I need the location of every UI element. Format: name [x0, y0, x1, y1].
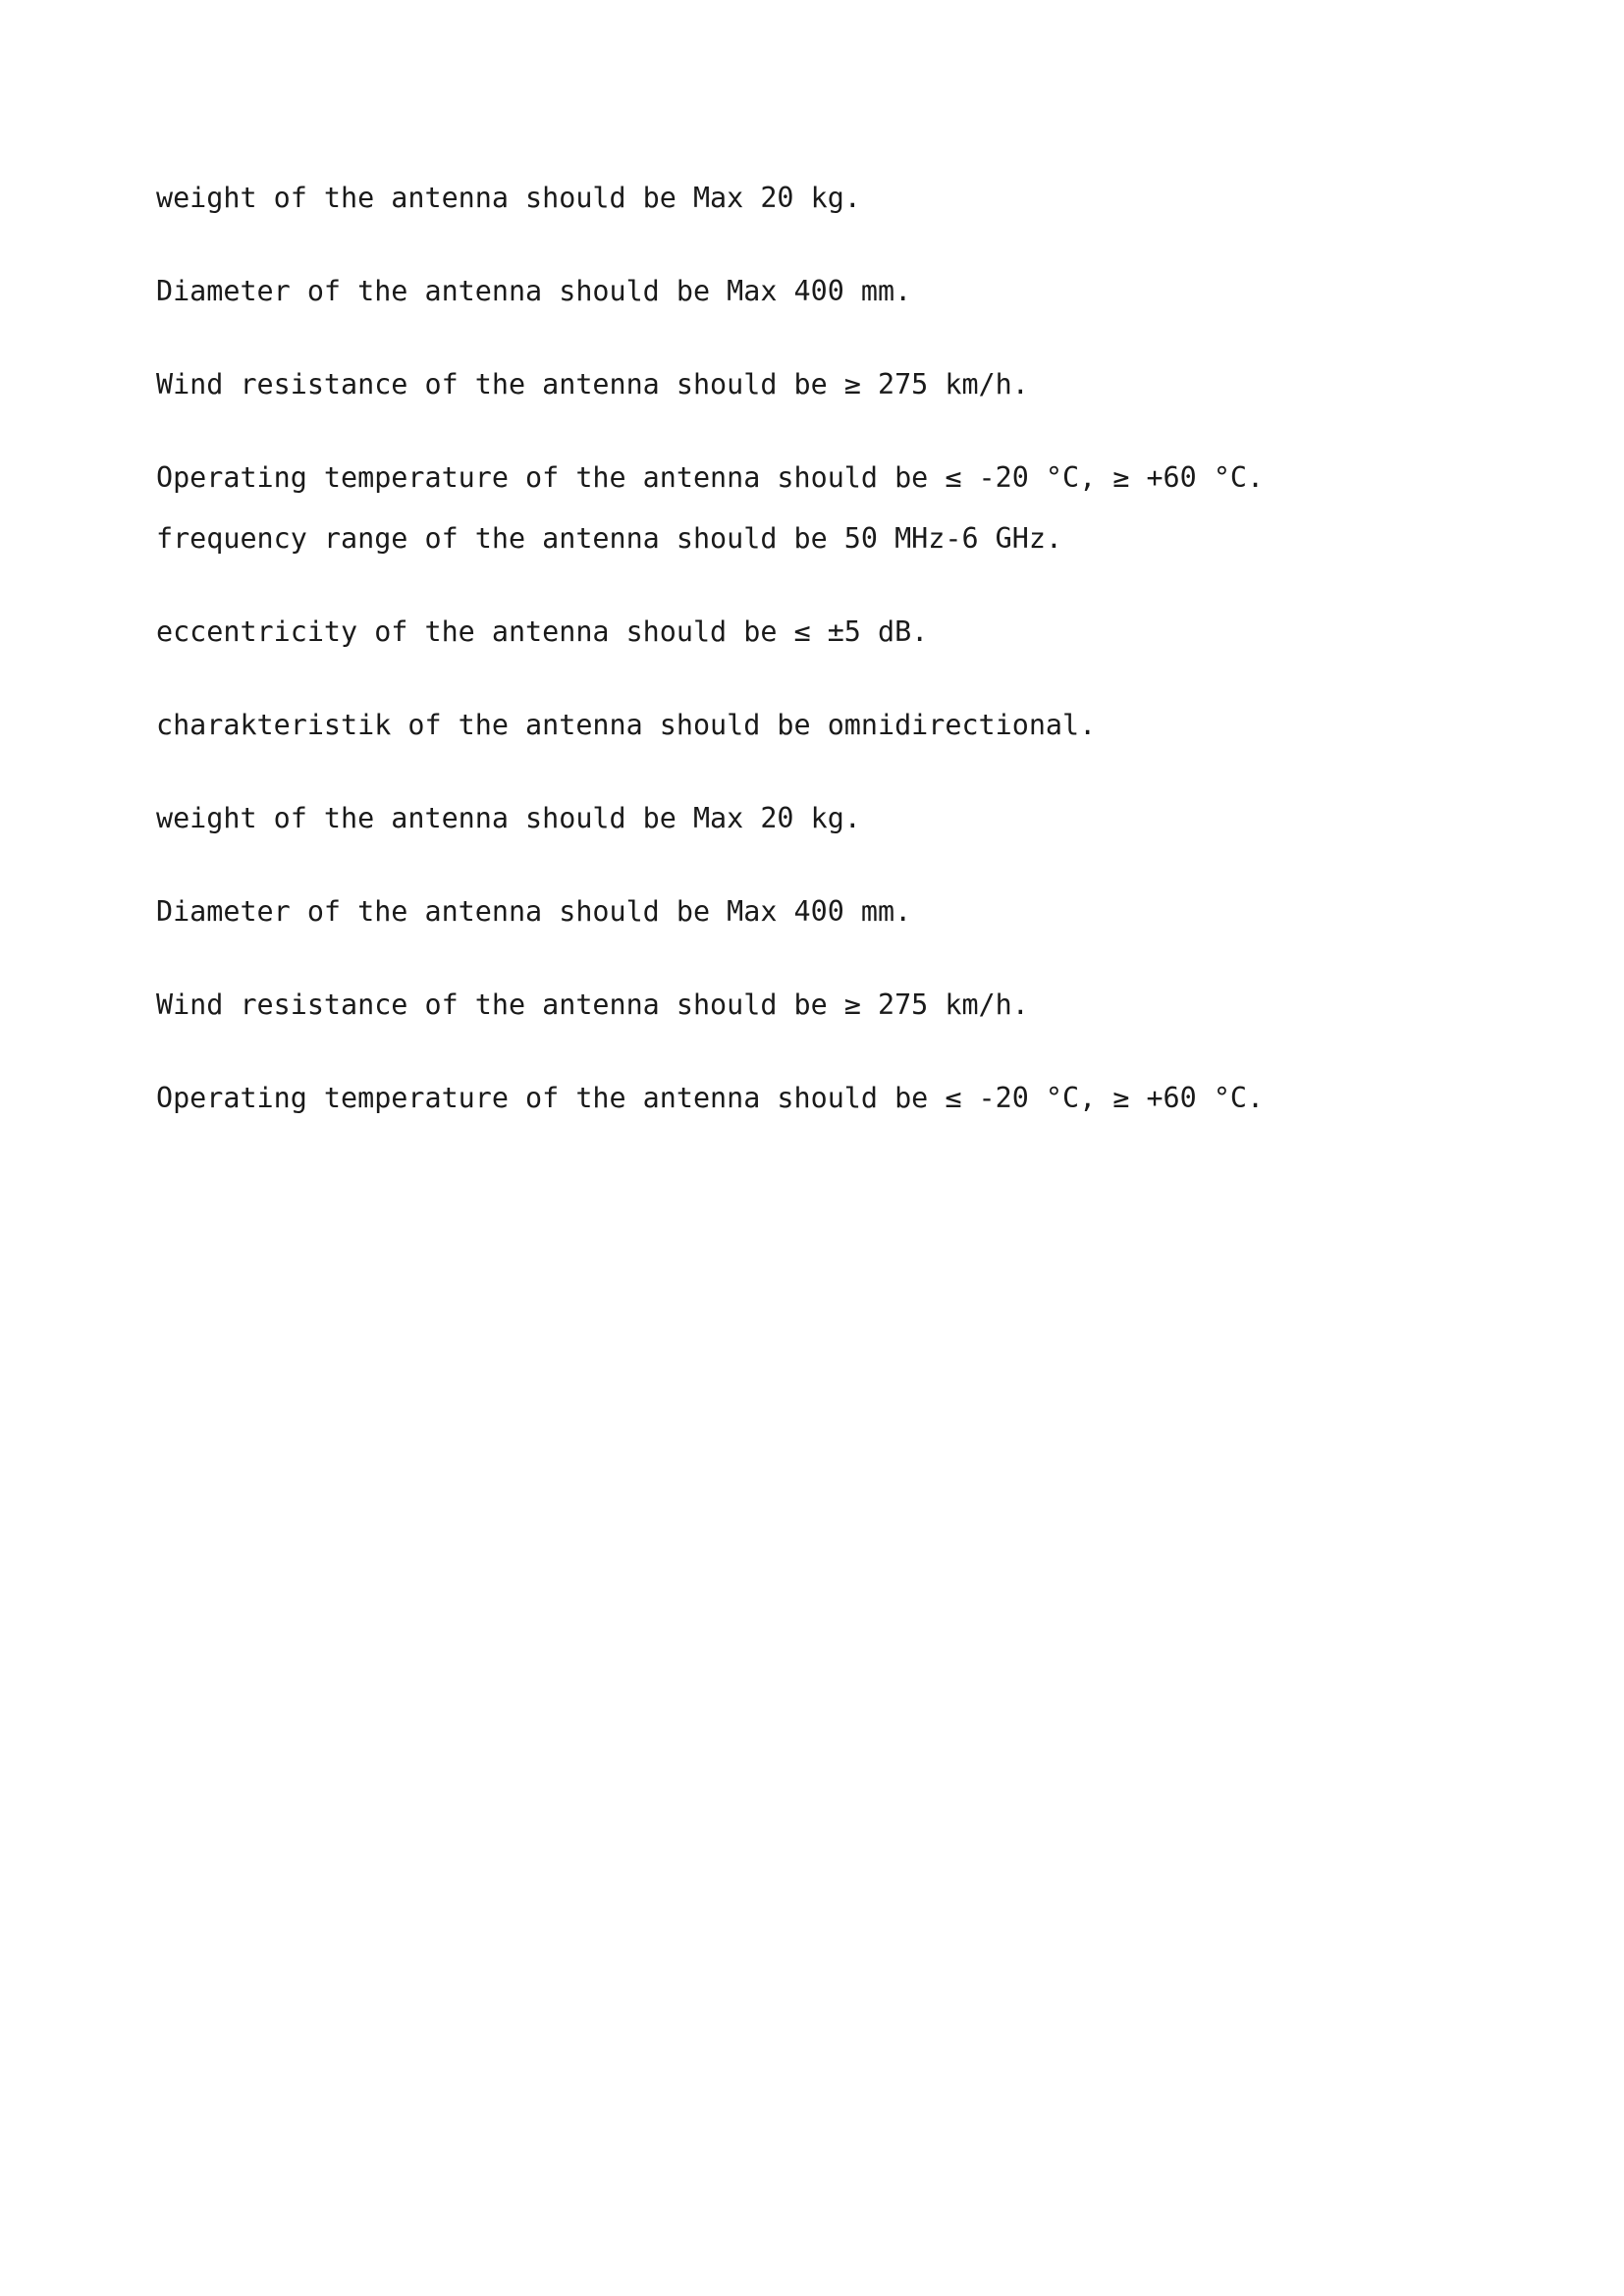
document-line-temperature-1: Operating temperature of the antenna should be ≤ -20 °C, ≥ +60 °C.: [156, 461, 1265, 494]
document-line-diameter-1: Diameter of the antenna should be Max 400 mm.: [156, 275, 912, 307]
document-line-weight-1: weight of the antenna should be Max 20 kg.: [156, 182, 861, 214]
document-line-charakteristik: charakteristik of the antenna should be omnidirectional.: [156, 709, 1097, 741]
document-line-eccentricity: eccentricity of the antenna should be ≤ ±5 dB.: [156, 615, 929, 648]
document-line-wind-2: Wind resistance of the antenna should be ≥ 275 km/h.: [156, 988, 1029, 1021]
document-line-wind-1: Wind resistance of the antenna should be ≥ 275 km/h.: [156, 368, 1029, 400]
document-text-block: [156, 180, 1565, 1117]
document-line-weight-2: weight of the antenna should be Max 20 kg.: [156, 802, 861, 834]
document-line-frequency: frequency range of the antenna should be 50 MHz-6 GHz.: [156, 522, 1063, 555]
document-line-temperature-2: Operating temperature of the antenna should be ≤ -20 °C, ≥ +60 °C.: [156, 1082, 1265, 1114]
document-line-diameter-2: Diameter of the antenna should be Max 400 mm.: [156, 895, 912, 928]
